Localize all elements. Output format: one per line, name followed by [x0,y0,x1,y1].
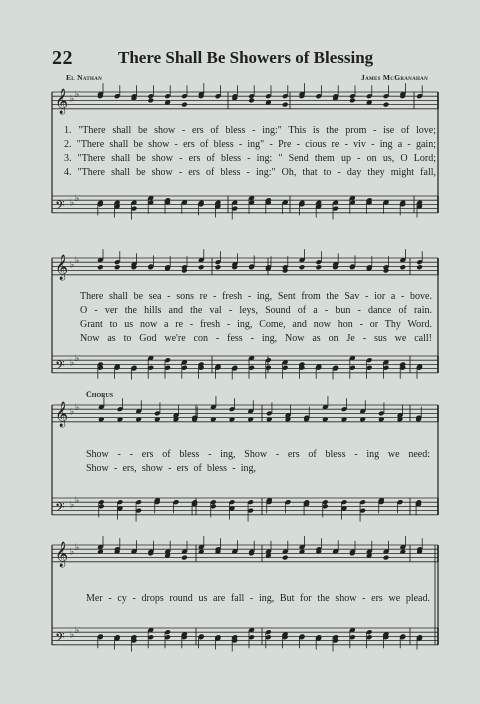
treble-clef-icon: 𝄞 [55,541,69,567]
note-head [383,102,390,108]
flat-icon: ♭ [75,354,80,365]
hymn-title: There Shall Be Showers of Blessing [118,48,374,67]
flat-icon: ♭ [75,543,80,554]
flat-icon: ♭ [75,256,80,267]
flat-icon: ♭ [70,94,75,105]
flat-icon: ♭ [75,496,80,507]
note-head [282,555,289,561]
verse-4-line-2: Now as to God we're con - fess - ing, Now as on Je - sus we call! [80,333,432,344]
treble-clef-icon: 𝄞 [55,254,69,280]
chorus-line-1: Show - - ers of bless - ing, Show - ers of bless - ing we need: [86,449,430,460]
verse-2-line-1: 2. "There shall be show - ers of bless - ing" - Pre - cious re - viv - ing a - gain; [64,139,436,150]
flat-icon: ♭ [70,260,75,271]
verse-3-line-2: Grant to us now a re - fresh - ing, Come, and now hon - or Thy Word. [80,319,432,330]
bass-clef-icon: 𝄢 [55,499,65,518]
flat-icon: ♭ [70,630,75,641]
flat-icon: ♭ [70,407,75,418]
hymn-number: 22 [52,47,73,69]
treble-clef-icon: 𝄞 [55,401,69,427]
flat-icon: ♭ [70,500,75,511]
flat-icon: ♭ [75,626,80,637]
bass-clef-icon: 𝄢 [55,629,65,648]
flat-icon: ♭ [75,403,80,414]
flat-icon: ♭ [70,547,75,558]
verse-1-line-1: 1. "There shall be show - ers of bless - ing:" This is the prom - ise of love; [64,125,436,136]
flat-icon: ♭ [75,194,80,205]
note-head [383,555,390,561]
flat-icon: ♭ [75,90,80,101]
treble-clef-icon: 𝄞 [55,88,69,114]
lyricist-credit: El Nathan [66,73,103,82]
chorus-label: Chorus [86,390,114,399]
verse-4-line-1: 4. "There shall be show - ers of bless - ing:" Oh, that to - day they might fall, [64,167,436,178]
flat-icon: ♭ [70,358,75,369]
note-head [282,102,289,108]
note-head [198,264,205,270]
note-head [181,102,188,108]
note-head [181,555,188,561]
chorus-line-2: Show - ers, show - ers of bless - ing, [86,463,256,474]
flat-icon: ♭ [70,198,75,209]
composer-credit: James McGranahan [361,73,428,82]
note-head [315,264,322,270]
bass-clef-icon: 𝄢 [55,357,65,376]
verse-2-line-2: O - ver the hills and the val - leys, Sound of a - bun - dance of rain. [80,305,432,316]
verse-3-line-1: 3. "There shall be show - ers of bless - ing: " Send them up - on us, O Lord; [64,153,436,164]
bass-clef-icon: 𝄢 [55,197,65,216]
note-head [114,264,121,270]
note-head [215,264,222,270]
note-head [97,264,104,270]
note-head [399,264,406,270]
note-head [299,264,306,270]
note-head [416,264,423,270]
chorus-line-3: Mer - cy - drops round us are fall - ing, But for the show - ers we plead. [86,593,430,604]
verse-1-line-2: There shall be sea - sons re - fresh - ing, Sent from the Sav - ior a - bove. [80,291,432,302]
